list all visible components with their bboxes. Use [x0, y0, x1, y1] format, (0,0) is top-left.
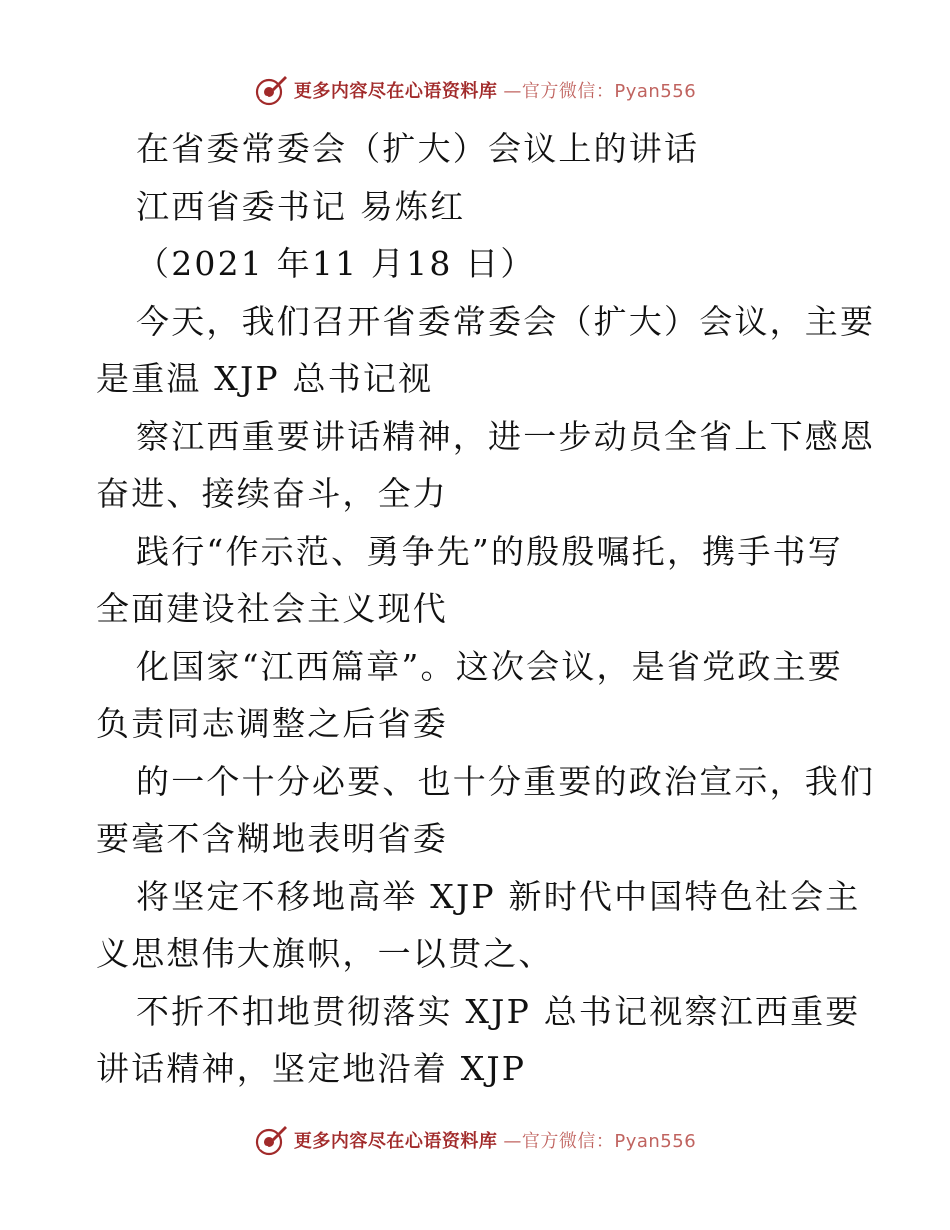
paragraph-line: 不折不扣地贯彻落实 XJP 总书记视察江西重要: [136, 991, 861, 1031]
paragraph-line: 察江西重要讲话精神，进一步动员全省上下感恩: [136, 416, 876, 456]
quill-logo-icon: [254, 1123, 288, 1157]
paragraph-line: 化国家“江西篇章”。这次会议，是省党政主要: [136, 646, 843, 686]
watermark-header: [0, 70, 950, 110]
watermark-footer: [0, 1120, 950, 1160]
watermark-main-text: 更多内容尽在心语资料库: [293, 81, 498, 102]
document-body: [96, 120, 876, 1098]
paragraph-line: 义思想伟大旗帜，一以贯之、: [96, 934, 554, 973]
paragraph-line: 的一个十分必要、也十分重要的政治宣示，我们: [136, 761, 876, 801]
paragraph-line: 负责同志调整之后省委: [96, 704, 448, 743]
paragraph-line: 是重温 XJP 总书记视: [96, 359, 434, 398]
paragraph-line: 全面建设社会主义现代: [96, 589, 448, 628]
paragraph-line: 将坚定不移地高举 XJP 新时代中国特色社会主: [136, 876, 861, 916]
paragraph-line: 践行“作示范、勇争先”的殷殷嘱托，携手书写: [136, 531, 843, 571]
paragraph-line: 要毫不含糊地表明省委: [96, 819, 448, 858]
quill-logo-icon: [254, 73, 288, 107]
watermark-main-text: 更多内容尽在心语资料库: [293, 1131, 498, 1152]
document-title: 在省委常委会（扩大）会议上的讲话: [136, 129, 700, 168]
paragraph-line: 讲话精神，坚定地沿着 XJP: [96, 1049, 527, 1088]
paragraph-line: 奋进、接续奋斗，全力: [96, 474, 448, 513]
document-author: 江西省委书记 易炼红: [136, 186, 466, 226]
paragraph-line: 今天，我们召开省委常委会（扩大）会议，主要: [136, 301, 876, 341]
document-date: （2021 年11 月18 日）: [136, 244, 536, 283]
watermark-contact-text: —官方微信：Pyan556: [503, 81, 697, 102]
watermark-contact-text: —官方微信：Pyan556: [503, 1131, 697, 1152]
